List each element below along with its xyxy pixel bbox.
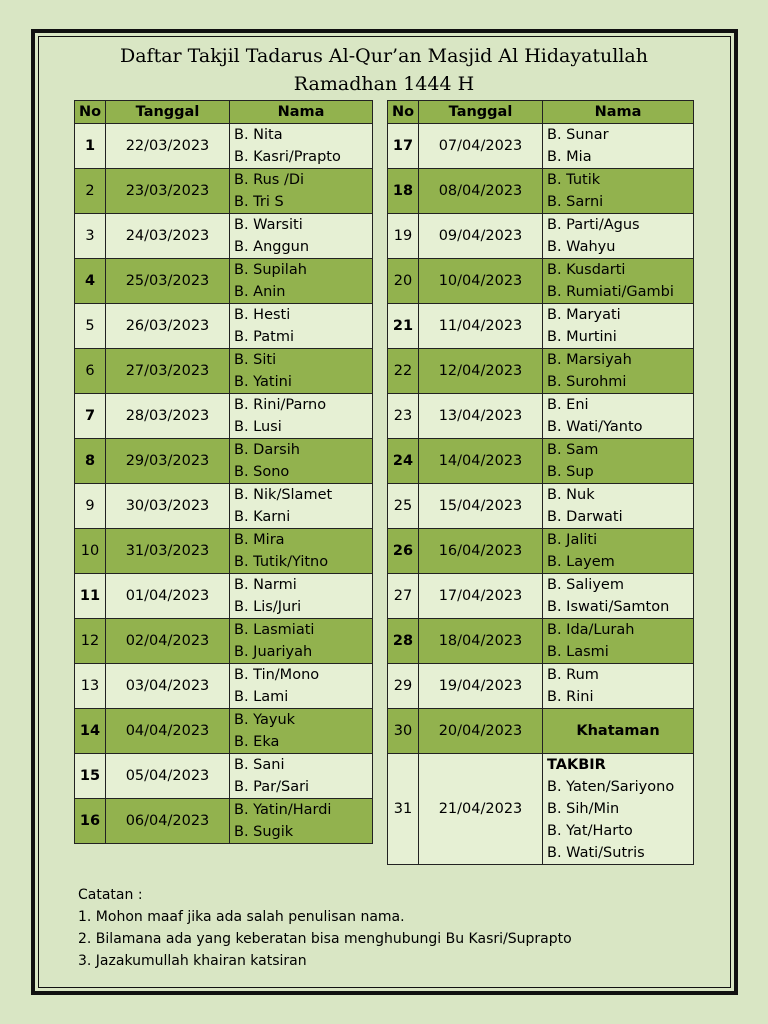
person-name: B. Lasmiati — [234, 622, 315, 638]
table-row — [75, 439, 373, 484]
row-number: 30 — [388, 709, 419, 754]
person-name: B. Anin — [234, 284, 286, 300]
header-name: Nama — [230, 101, 373, 124]
row-number: 14 — [75, 709, 106, 754]
table-row — [75, 709, 373, 754]
row-number: 13 — [75, 664, 106, 709]
table-row — [388, 259, 694, 304]
row-names — [543, 259, 694, 304]
person-name: B. Patmi — [234, 329, 294, 345]
row-number: 15 — [75, 754, 106, 799]
row-names — [543, 619, 694, 664]
table-row — [75, 754, 373, 799]
row-date: 01/04/2023 — [106, 574, 230, 619]
row-names — [543, 529, 694, 574]
person-name: B. Siti — [234, 352, 277, 368]
person-name: B. Parti/Agus — [547, 217, 640, 233]
row-date: 31/03/2023 — [106, 529, 230, 574]
row-date: 13/04/2023 — [419, 394, 543, 439]
person-name: B. Mia — [547, 149, 592, 165]
row-names — [543, 214, 694, 259]
person-name: B. Juariyah — [234, 644, 313, 660]
person-name: B. Sam — [547, 442, 599, 458]
person-name: B. Kusdarti — [547, 262, 626, 278]
row-names — [230, 214, 373, 259]
person-name: B. Eni — [547, 397, 589, 413]
person-name: B. Wahyu — [547, 239, 616, 255]
person-name: B. Sup — [547, 464, 594, 480]
row-number: 16 — [75, 799, 106, 844]
row-date: 18/04/2023 — [419, 619, 543, 664]
person-name: B. Yatin/Hardi — [234, 802, 332, 818]
person-name: B. Karni — [234, 509, 291, 525]
table-row — [388, 574, 694, 619]
row-date: 21/04/2023 — [419, 754, 543, 865]
row-number: 11 — [75, 574, 106, 619]
person-name: B. Rini — [547, 689, 594, 705]
row-names — [230, 754, 373, 799]
person-name: B. Anggun — [234, 239, 310, 255]
row-number: 29 — [388, 664, 419, 709]
table-row — [388, 124, 694, 169]
row-names — [543, 754, 694, 865]
row-date: 08/04/2023 — [419, 169, 543, 214]
person-name: B. Rum — [547, 667, 599, 683]
row-names — [543, 169, 694, 214]
row-date: 16/04/2023 — [419, 529, 543, 574]
row-date: 06/04/2023 — [106, 799, 230, 844]
row-number: 31 — [388, 754, 419, 865]
row-date: 17/04/2023 — [419, 574, 543, 619]
table-row — [75, 529, 373, 574]
row-date: 09/04/2023 — [419, 214, 543, 259]
table-row — [75, 349, 373, 394]
row-date: 10/04/2023 — [419, 259, 543, 304]
row-number: 8 — [75, 439, 106, 484]
table-row — [388, 439, 694, 484]
row-names — [230, 709, 373, 754]
row-number: 17 — [388, 124, 419, 169]
row-names — [230, 124, 373, 169]
person-name: B. Iswati/Samton — [547, 599, 670, 615]
row-names — [230, 619, 373, 664]
row-date: 19/04/2023 — [419, 664, 543, 709]
schedule-table-right — [387, 100, 694, 865]
row-names — [543, 124, 694, 169]
row-names — [230, 304, 373, 349]
header-no: No — [388, 101, 419, 124]
row-date: 26/03/2023 — [106, 304, 230, 349]
schedule-table-left — [74, 100, 373, 844]
row-date: 29/03/2023 — [106, 439, 230, 484]
row-names — [543, 394, 694, 439]
row-date: 15/04/2023 — [419, 484, 543, 529]
row-names — [543, 709, 694, 754]
person-name: B. Nik/Slamet — [234, 487, 333, 503]
person-name: B. Nuk — [547, 487, 595, 503]
person-name: B. Surohmi — [547, 374, 627, 390]
row-number: 10 — [75, 529, 106, 574]
person-name: TAKBIR — [547, 757, 606, 773]
person-name: B. Marsiyah — [547, 352, 632, 368]
row-number: 27 — [388, 574, 419, 619]
row-date: 14/04/2023 — [419, 439, 543, 484]
person-name: B. Yaten/Sariyono — [547, 779, 675, 795]
person-name: B. Sih/Min — [547, 801, 620, 817]
person-name: B. Hesti — [234, 307, 291, 323]
person-name: B. Nita — [234, 127, 283, 143]
table-row — [388, 754, 694, 865]
table-row — [388, 484, 694, 529]
note-item: 3. Jazakumullah khairan katsiran — [78, 953, 307, 969]
person-name: B. Wati/Sutris — [547, 845, 645, 861]
row-number: 22 — [388, 349, 419, 394]
table-row — [388, 214, 694, 259]
row-date: 27/03/2023 — [106, 349, 230, 394]
person-name: B. Yayuk — [234, 712, 296, 728]
person-name: B. Lasmi — [547, 644, 609, 660]
person-name: B. Maryati — [547, 307, 621, 323]
row-names — [543, 304, 694, 349]
row-date: 02/04/2023 — [106, 619, 230, 664]
person-name: B. Sono — [234, 464, 290, 480]
row-names — [543, 664, 694, 709]
row-number: 19 — [388, 214, 419, 259]
document-title — [0, 42, 768, 98]
table-header-row — [75, 101, 373, 124]
row-number: 25 — [388, 484, 419, 529]
row-date: 03/04/2023 — [106, 664, 230, 709]
person-name: B. Tri S — [234, 194, 284, 210]
person-name: B. Ida/Lurah — [547, 622, 635, 638]
person-name: B. Wati/Yanto — [547, 419, 643, 435]
row-names — [230, 799, 373, 844]
person-name: B. Yatini — [234, 374, 292, 390]
row-date: 20/04/2023 — [419, 709, 543, 754]
row-names — [230, 439, 373, 484]
row-names — [230, 259, 373, 304]
title-line-1: Daftar Takjil Tadarus Al-Qur’an Masjid Al Hidayatullah — [119, 45, 648, 67]
table-row — [388, 394, 694, 439]
person-name: B. Par/Sari — [234, 779, 310, 795]
person-name: B. Tutik — [547, 172, 601, 188]
table-row — [75, 484, 373, 529]
row-number: 5 — [75, 304, 106, 349]
header-name: Nama — [543, 101, 694, 124]
row-number: 4 — [75, 259, 106, 304]
person-name: B. Lami — [234, 689, 289, 705]
person-name: B. Murtini — [547, 329, 617, 345]
row-date: 07/04/2023 — [419, 124, 543, 169]
person-name: B. Rumiati/Gambi — [547, 284, 674, 300]
table-row — [75, 574, 373, 619]
table-row — [75, 214, 373, 259]
row-names — [230, 484, 373, 529]
title-line-2: Ramadhan 1444 H — [293, 73, 475, 95]
row-number: 7 — [75, 394, 106, 439]
header-date: Tanggal — [419, 101, 543, 124]
row-number: 12 — [75, 619, 106, 664]
row-number: 6 — [75, 349, 106, 394]
person-name: B. Rus /Di — [234, 172, 305, 188]
row-date: 25/03/2023 — [106, 259, 230, 304]
person-name: B. Warsiti — [234, 217, 303, 233]
person-name: B. Sani — [234, 757, 285, 773]
notes-heading: Catatan : — [78, 887, 143, 903]
person-name: B. Lusi — [234, 419, 282, 435]
row-date: 12/04/2023 — [419, 349, 543, 394]
person-name: B. Narmi — [234, 577, 297, 593]
person-name: B. Sunar — [547, 127, 609, 143]
table-row — [388, 304, 694, 349]
table-header-row — [388, 101, 694, 124]
row-number: 24 — [388, 439, 419, 484]
row-names — [543, 439, 694, 484]
notes-section — [78, 884, 572, 972]
row-date: 22/03/2023 — [106, 124, 230, 169]
person-name: B. Sugik — [234, 824, 294, 840]
person-name: B. Supilah — [234, 262, 307, 278]
person-name: B. Darwati — [547, 509, 623, 525]
table-row — [75, 259, 373, 304]
row-names — [230, 574, 373, 619]
row-number: 26 — [388, 529, 419, 574]
row-names — [543, 484, 694, 529]
row-names — [230, 394, 373, 439]
row-number: 18 — [388, 169, 419, 214]
table-row — [388, 664, 694, 709]
row-date: 23/03/2023 — [106, 169, 230, 214]
person-name: B. Tin/Mono — [234, 667, 320, 683]
row-date: 30/03/2023 — [106, 484, 230, 529]
table-row — [388, 349, 694, 394]
person-name: B. Rini/Parno — [234, 397, 327, 413]
person-name: B. Kasri/Prapto — [234, 149, 341, 165]
row-names — [230, 664, 373, 709]
table-row — [388, 619, 694, 664]
note-item: 1. Mohon maaf jika ada salah penulisan nama. — [78, 909, 405, 925]
table-row — [75, 169, 373, 214]
table-row — [75, 304, 373, 349]
person-name: B. Layem — [547, 554, 615, 570]
row-number: 21 — [388, 304, 419, 349]
table-row — [388, 169, 694, 214]
row-names — [230, 169, 373, 214]
note-item: 2. Bilamana ada yang keberatan bisa menghubungi Bu Kasri/Suprapto — [78, 931, 572, 947]
header-date: Tanggal — [106, 101, 230, 124]
table-row — [388, 529, 694, 574]
header-no: No — [75, 101, 106, 124]
person-name: B. Yat/Harto — [547, 823, 633, 839]
row-names — [543, 349, 694, 394]
person-name: B. Sarni — [547, 194, 604, 210]
row-date: 24/03/2023 — [106, 214, 230, 259]
row-number: 28 — [388, 619, 419, 664]
row-number: 2 — [75, 169, 106, 214]
person-name: B. Darsih — [234, 442, 300, 458]
row-number: 3 — [75, 214, 106, 259]
row-number: 23 — [388, 394, 419, 439]
row-names — [230, 349, 373, 394]
row-number: 1 — [75, 124, 106, 169]
row-names — [543, 574, 694, 619]
person-name: B. Eka — [234, 734, 280, 750]
row-date: 28/03/2023 — [106, 394, 230, 439]
table-row — [75, 664, 373, 709]
row-number: 9 — [75, 484, 106, 529]
table-row — [75, 619, 373, 664]
table-row — [75, 124, 373, 169]
table-row — [75, 394, 373, 439]
person-name: B. Mira — [234, 532, 285, 548]
row-date: 05/04/2023 — [106, 754, 230, 799]
row-date: 04/04/2023 — [106, 709, 230, 754]
person-name: B. Lis/Juri — [234, 599, 302, 615]
person-name: B. Jaliti — [547, 532, 598, 548]
table-row — [75, 799, 373, 844]
person-name: B. Tutik/Yitno — [234, 554, 329, 570]
row-date: 11/04/2023 — [419, 304, 543, 349]
person-name: Khataman — [576, 723, 660, 739]
person-name: B. Saliyem — [547, 577, 624, 593]
row-number: 20 — [388, 259, 419, 304]
row-names — [230, 529, 373, 574]
table-row — [388, 709, 694, 754]
